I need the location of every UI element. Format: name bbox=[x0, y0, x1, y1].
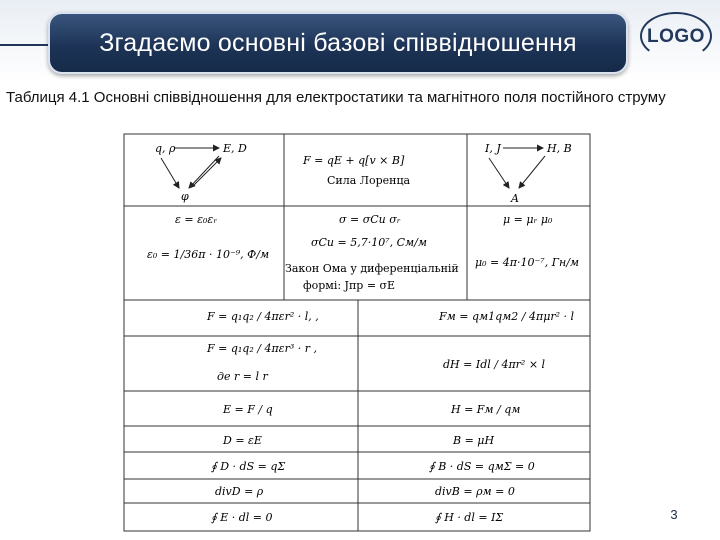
field-diagram-right bbox=[484, 142, 572, 205]
formula-table bbox=[71, 126, 620, 534]
logo bbox=[636, 10, 716, 66]
cell-text: σCu = 5,7·10⁷, См/м bbox=[311, 236, 427, 249]
lorentz-formula: F = qE + q[v × B] bbox=[303, 154, 405, 167]
title-bar bbox=[48, 12, 628, 74]
table-caption: Таблиця 4.1 Основні співвідношення для електростатики та магнітного поля постійного струму bbox=[6, 89, 666, 106]
cell-text: divD = ρ bbox=[215, 485, 264, 498]
cell-text: ∮ B · dS = qмΣ = 0 bbox=[429, 460, 535, 473]
cell-text: I, J bbox=[485, 142, 501, 155]
cell-text: де r = l r bbox=[217, 370, 268, 383]
logo-text: LOGO bbox=[647, 26, 705, 47]
slide-title: Згадаємо основні базові співвідношення bbox=[99, 28, 577, 57]
cell-text: F = q₁q₂ / 4πεr³ · r , bbox=[207, 342, 317, 355]
cell-text: σ = σCu σᵣ bbox=[339, 213, 401, 226]
cell-text: ∮ E · dl = 0 bbox=[211, 511, 273, 524]
page-number: 3 bbox=[670, 507, 678, 522]
cell-text: H, B bbox=[547, 142, 572, 155]
cell-text: F = q₁q₂ / 4πεr² · l, , bbox=[207, 310, 319, 323]
field-diagram-left bbox=[155, 142, 247, 203]
header-rule bbox=[0, 44, 52, 46]
cell-text: μ₀ = 4π·10⁻⁷, Гн/м bbox=[475, 256, 580, 269]
cell-text: B = μH bbox=[453, 434, 495, 447]
cell-text: ε = ε₀εᵣ bbox=[175, 213, 218, 226]
cell-text: ∮ H · dl = IΣ bbox=[435, 511, 504, 524]
cell-text: φ bbox=[181, 190, 189, 203]
cell-text: формі: Jпр = σE bbox=[303, 279, 396, 292]
cell-text: μ = μᵣ μ₀ bbox=[503, 213, 553, 226]
cell-text: A bbox=[511, 192, 519, 205]
cell-text: E = F / q bbox=[223, 403, 273, 416]
cell-text: ε₀ = 1/36π · 10⁻⁹, Ф/м bbox=[147, 248, 270, 261]
cell-text: D = εE bbox=[223, 434, 262, 447]
lorentz-label: Сила Лоренца bbox=[327, 174, 411, 187]
cell-text: q, ρ bbox=[155, 142, 176, 155]
cell-text: Fм = qм1qм2 / 4πμr² · l bbox=[439, 310, 575, 323]
cell-text: H = Fм / qм bbox=[451, 403, 521, 416]
cell-text: divB = ρм = 0 bbox=[435, 485, 515, 498]
cell-text: dH = Idl / 4πr² × l bbox=[443, 358, 546, 371]
cell-text: Закон Ома у диференціальній bbox=[285, 262, 459, 275]
cell-text: ∮ D · dS = qΣ bbox=[211, 460, 286, 473]
cell-text: E, D bbox=[223, 142, 247, 155]
